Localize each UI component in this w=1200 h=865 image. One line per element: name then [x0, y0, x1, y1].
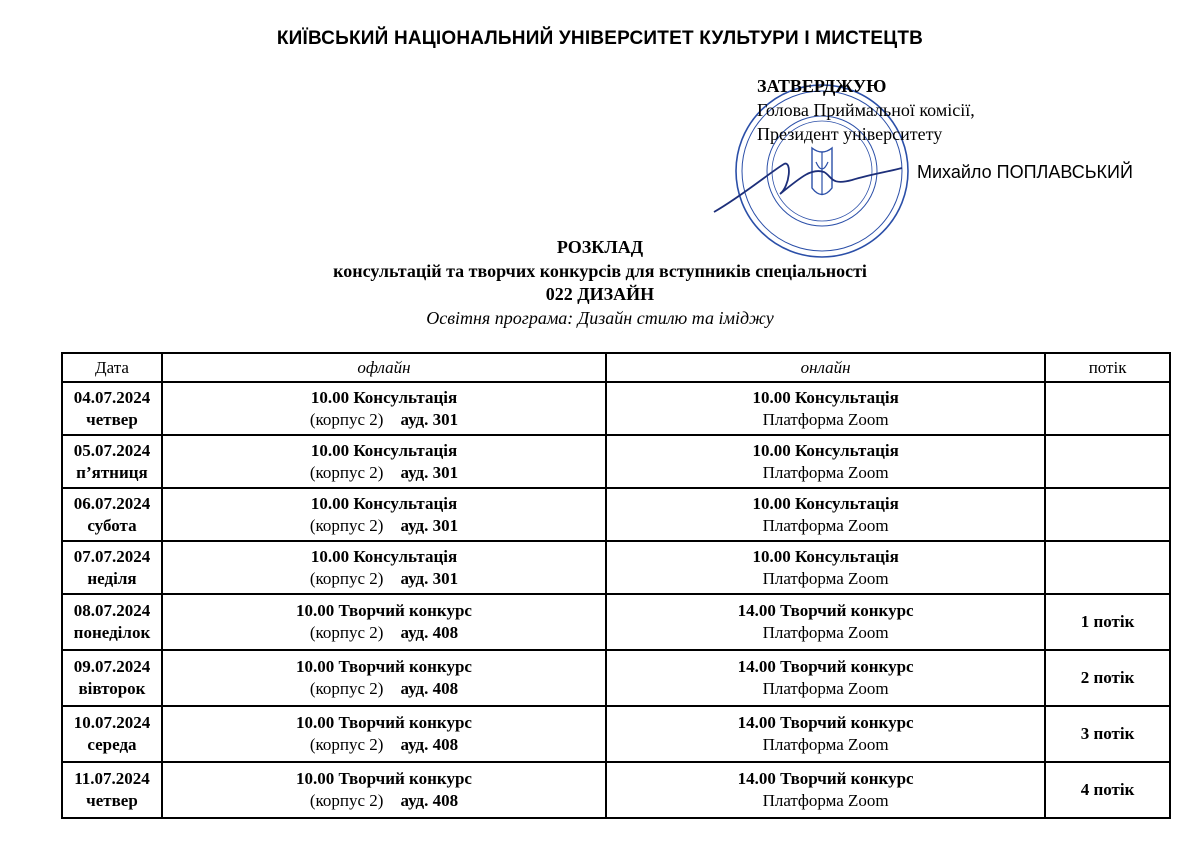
online-cell: [606, 541, 1045, 594]
schedule-subtitle: консультацій та творчих конкурсів для вступників спеціальності: [333, 261, 867, 281]
date-value: 04.07.2024: [73, 387, 151, 407]
online-platform: Платформа Zoom: [762, 791, 889, 810]
date-cell: [62, 488, 162, 541]
offline-room: ауд. 301: [400, 568, 459, 588]
offline-room: ауд. 301: [400, 462, 459, 482]
stream-cell: 2 потік: [1045, 650, 1170, 706]
stream-cell: [1045, 541, 1170, 594]
offline-cell: [162, 435, 606, 488]
table-row: [62, 706, 1170, 762]
offline-building: (корпус 2): [309, 735, 384, 754]
header-stream: потік: [1045, 353, 1170, 382]
date-cell: [62, 541, 162, 594]
table-row: [62, 488, 1170, 541]
day-of-week: вівторок: [78, 679, 146, 698]
offline-event: 10.00 Творчий конкурс: [296, 657, 472, 676]
stream-cell: 4 потік: [1045, 762, 1170, 818]
day-of-week: четвер: [86, 791, 138, 810]
program-title: Освітня програма: Дизайн стилю та іміджу: [426, 308, 774, 328]
offline-building: (корпус 2): [309, 791, 384, 810]
online-platform: Платформа Zoom: [762, 679, 889, 698]
approval-block: [757, 74, 1133, 182]
schedule-title: РОЗКЛАД: [556, 237, 644, 257]
online-platform: Платформа Zoom: [762, 409, 889, 429]
online-cell: [606, 706, 1045, 762]
offline-building: (корпус 2): [309, 462, 384, 482]
date-cell: [62, 594, 162, 650]
online-cell: [606, 650, 1045, 706]
offline-event: 10.00 Консультація: [310, 546, 458, 566]
online-platform: Платформа Zoom: [762, 735, 889, 754]
online-platform: Платформа Zoom: [762, 462, 889, 482]
approval-heading: ЗАТВЕРДЖУЮ: [757, 76, 887, 96]
stream-cell: [1045, 435, 1170, 488]
offline-cell: [162, 650, 606, 706]
header-online: онлайн: [606, 353, 1045, 382]
approval-position-line2: Президент університету: [757, 124, 943, 144]
offline-event: 10.00 Консультація: [310, 440, 458, 460]
approval-position-line1: Голова Приймальної комісії,: [757, 100, 975, 120]
date-cell: [62, 762, 162, 818]
offline-room: ауд. 301: [400, 409, 459, 429]
offline-building: (корпус 2): [309, 679, 384, 698]
day-of-week: середа: [87, 735, 137, 754]
online-cell: [606, 382, 1045, 435]
date-value: 10.07.2024: [73, 713, 151, 732]
offline-room: ауд. 408: [400, 735, 459, 754]
header-offline: офлайн: [162, 353, 606, 382]
online-cell: [606, 435, 1045, 488]
offline-room: ауд. 408: [400, 679, 459, 698]
date-value: 11.07.2024: [74, 769, 150, 788]
online-cell: [606, 594, 1045, 650]
offline-building: (корпус 2): [309, 568, 384, 588]
online-event: 14.00 Творчий конкурс: [737, 769, 914, 788]
table-row: [62, 382, 1170, 435]
date-value: 05.07.2024: [73, 440, 151, 460]
day-of-week: четвер: [86, 409, 138, 429]
date-cell: [62, 706, 162, 762]
online-cell: [606, 488, 1045, 541]
stream-cell: 3 потік: [1045, 706, 1170, 762]
offline-cell: [162, 762, 606, 818]
offline-building: (корпус 2): [309, 623, 384, 642]
offline-event: 10.00 Творчий конкурс: [296, 601, 472, 620]
online-event: 10.00 Консультація: [752, 387, 899, 407]
date-cell: [62, 382, 162, 435]
date-cell: [62, 650, 162, 706]
offline-cell: [162, 594, 606, 650]
offline-room: ауд. 408: [400, 623, 459, 642]
offline-event: 10.00 Консультація: [310, 387, 458, 407]
day-of-week: понеділок: [73, 623, 151, 642]
table-body: [62, 382, 1170, 818]
date-value: 09.07.2024: [73, 657, 151, 676]
offline-building: (корпус 2): [309, 515, 384, 535]
online-event: 10.00 Консультація: [752, 546, 899, 566]
date-value: 06.07.2024: [73, 493, 151, 513]
day-of-week: неділя: [87, 568, 137, 588]
online-event: 14.00 Творчий конкурс: [737, 657, 914, 676]
offline-room: ауд. 301: [400, 515, 459, 535]
table-row: [62, 541, 1170, 594]
table-row: [62, 762, 1170, 818]
date-value: 08.07.2024: [73, 601, 151, 620]
stream-cell: 1 потік: [1045, 594, 1170, 650]
date-cell: [62, 435, 162, 488]
offline-cell: [162, 488, 606, 541]
offline-room: ауд. 408: [400, 791, 459, 810]
online-event: 10.00 Консультація: [752, 440, 899, 460]
specialty-title: 022 ДИЗАЙН: [545, 284, 655, 304]
offline-event: 10.00 Творчий конкурс: [296, 769, 472, 788]
offline-building: (корпус 2): [309, 409, 384, 429]
table-header-row: [62, 353, 1170, 382]
online-event: 10.00 Консультація: [752, 493, 899, 513]
day-of-week: п’ятниця: [76, 462, 148, 482]
table-row: [62, 650, 1170, 706]
schedule-table: [61, 352, 1171, 819]
header-date: Дата: [62, 353, 162, 382]
offline-cell: [162, 706, 606, 762]
day-of-week: субота: [87, 515, 137, 535]
university-name: КИЇВСЬКИЙ НАЦІОНАЛЬНИЙ УНІВЕРСИТЕТ КУЛЬТУРИ І МИСТЕЦТВ: [276, 28, 924, 49]
online-platform: Платформа Zoom: [762, 568, 889, 588]
table-row: [62, 594, 1170, 650]
online-event: 14.00 Творчий конкурс: [737, 601, 914, 620]
offline-event: 10.00 Консультація: [310, 493, 458, 513]
date-value: 07.07.2024: [73, 546, 151, 566]
offline-cell: [162, 541, 606, 594]
offline-event: 10.00 Творчий конкурс: [296, 713, 472, 732]
table-row: [62, 435, 1170, 488]
online-event: 14.00 Творчий конкурс: [737, 713, 914, 732]
offline-cell: [162, 382, 606, 435]
approval-signer: Михайло ПОПЛАВСЬКИЙ: [917, 162, 1133, 182]
online-cell: [606, 762, 1045, 818]
stream-cell: [1045, 488, 1170, 541]
stream-cell: [1045, 382, 1170, 435]
online-platform: Платформа Zoom: [762, 515, 889, 535]
online-platform: Платформа Zoom: [762, 623, 889, 642]
